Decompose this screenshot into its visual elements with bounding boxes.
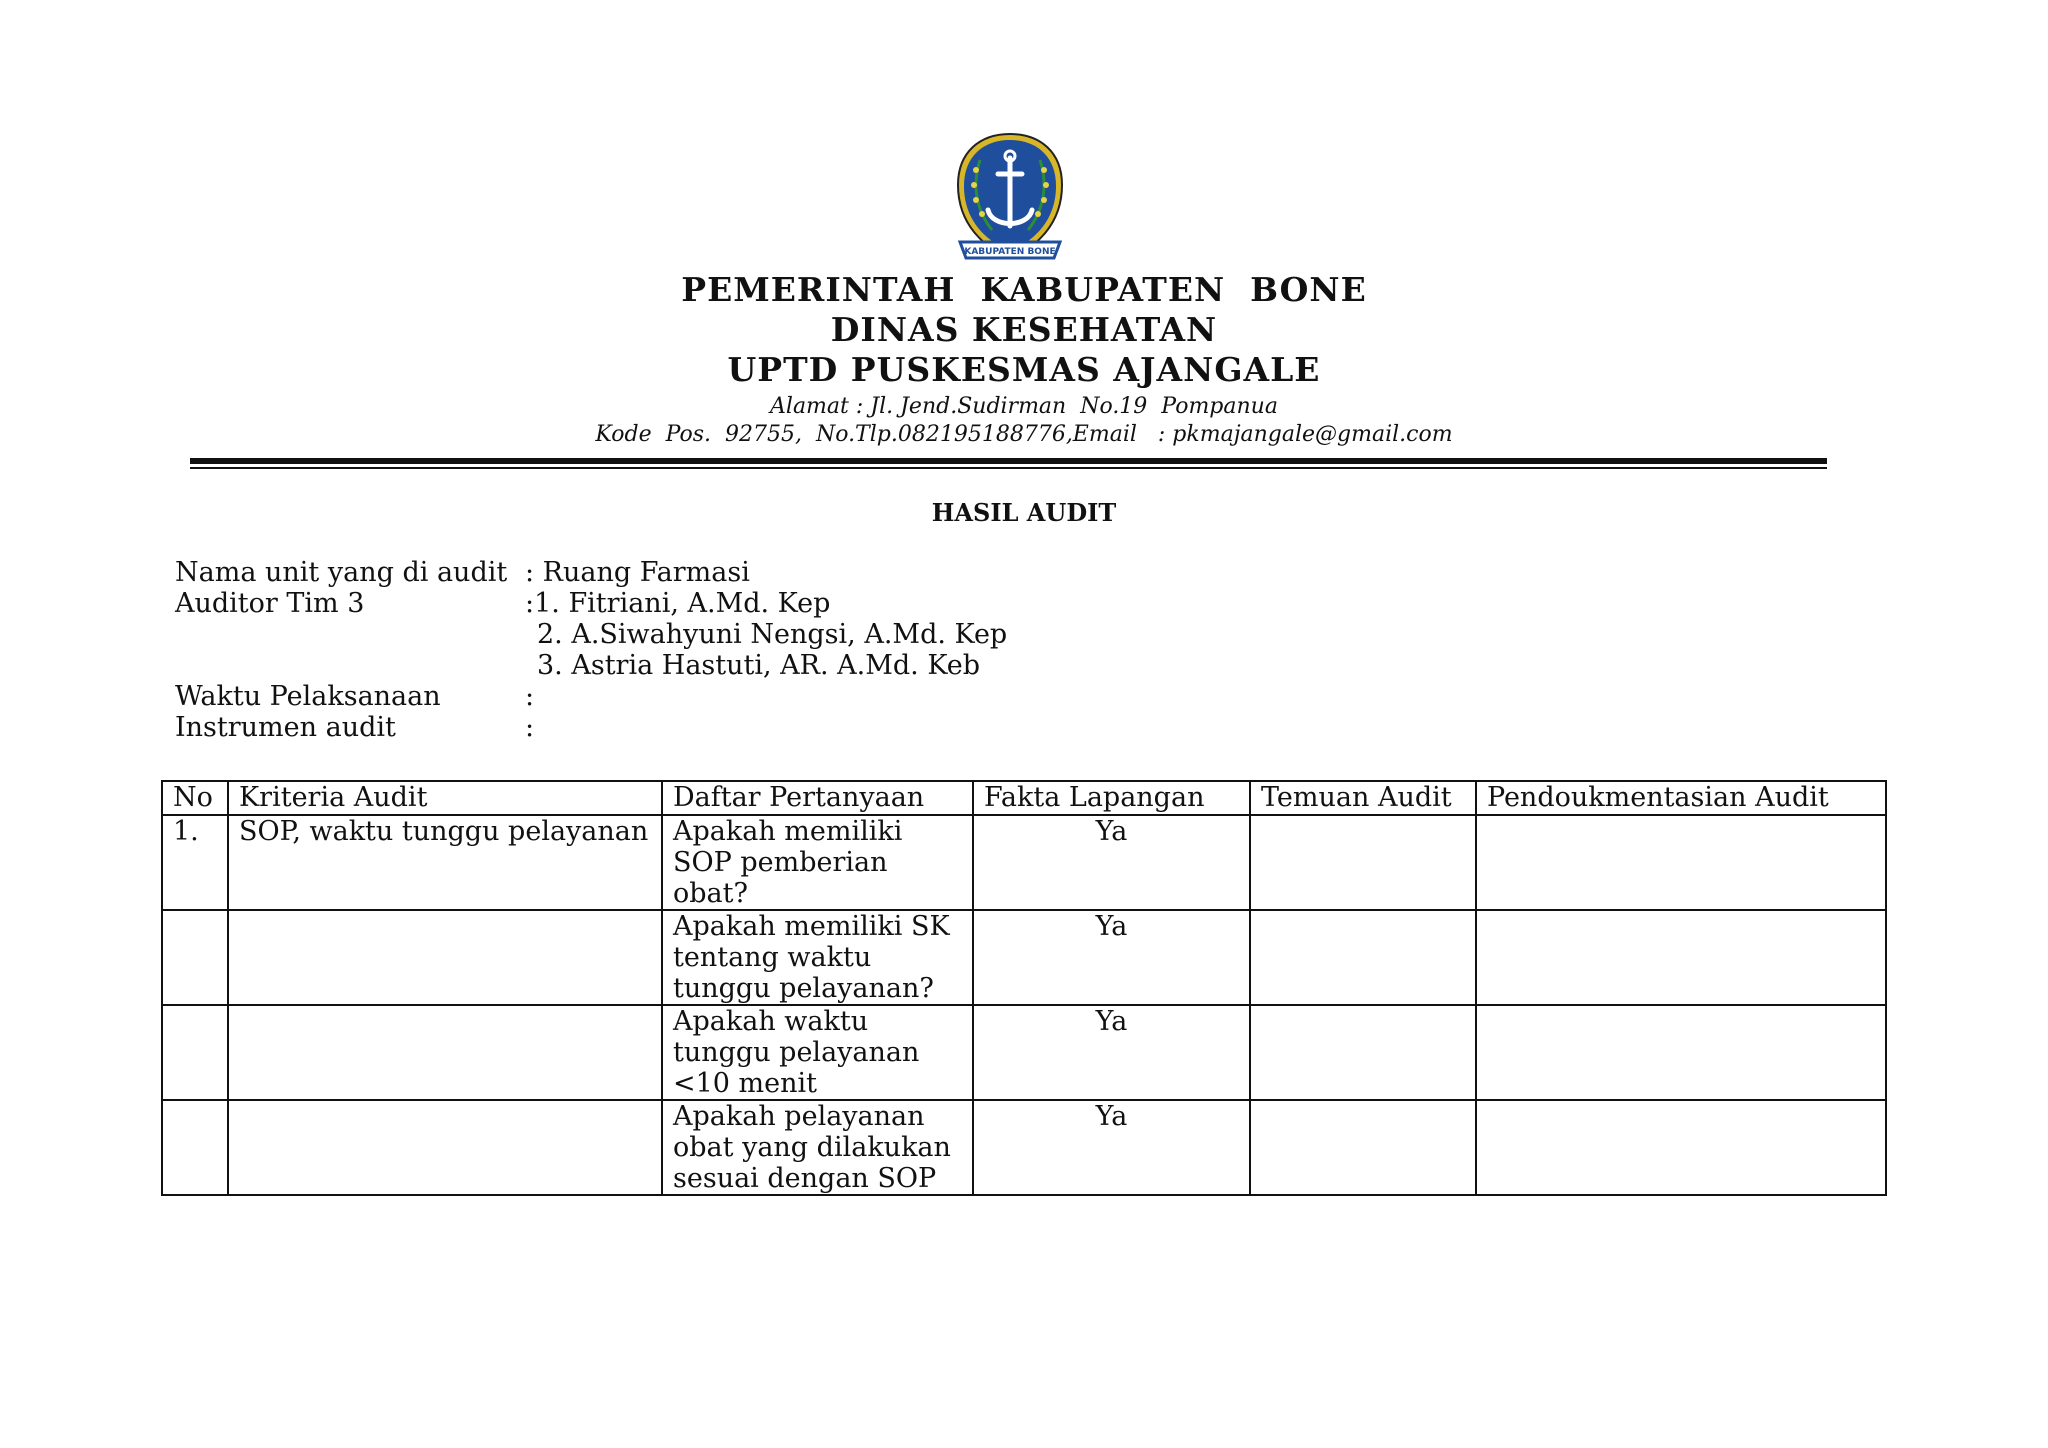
cell-dokumentasi <box>1476 1005 1886 1100</box>
cell-kriteria: SOP, waktu tunggu pelayanan <box>228 815 662 910</box>
auditor-value-1: :1. Fitriani, A.Md. Kep <box>525 588 831 619</box>
auditor-value-2: 2. A.Siwahyuni Nengsi, A.Md. Kep <box>537 619 1008 650</box>
cell-temuan <box>1250 910 1476 1005</box>
kabupaten-bone-logo <box>950 130 1070 272</box>
cell-temuan <box>1250 1005 1476 1100</box>
header-contact: Kode Pos. 92755, No.Tlp.082195188776,Email : pkmajangale@gmail.com <box>595 422 1453 447</box>
instrumen-value: : <box>525 712 535 743</box>
auditor-value-3: 3. Astria Hastuti, AR. A.Md. Keb <box>537 650 981 681</box>
unit-label: Nama unit yang di audit <box>175 557 508 588</box>
cell-no <box>162 910 228 1005</box>
cell-pertanyaan: Apakah memiliki SK tentang waktu tunggu pelayanan? <box>662 910 973 1005</box>
document-title: HASIL AUDIT <box>931 498 1117 527</box>
cell-fakta: Ya <box>973 1100 1250 1195</box>
auditor-label: Auditor Tim 3 <box>175 588 365 619</box>
cell-no <box>162 1100 228 1195</box>
cell-pertanyaan: Apakah pelayanan obat yang dilakukan sesuai dengan SOP <box>662 1100 973 1195</box>
header-fakta: Fakta Lapangan <box>973 781 1250 815</box>
header-kriteria: Kriteria Audit <box>228 781 662 815</box>
cell-fakta: Ya <box>973 910 1250 1005</box>
header-temuan: Temuan Audit <box>1250 781 1476 815</box>
cell-temuan <box>1250 815 1476 910</box>
info-row-waktu <box>175 681 1007 712</box>
header-department: DINAS KESEHATAN <box>830 310 1218 349</box>
cell-temuan <box>1250 1100 1476 1195</box>
unit-value: : Ruang Farmasi <box>525 557 750 588</box>
header-divider-thin <box>190 467 1827 469</box>
table-row <box>162 815 1886 910</box>
cell-pertanyaan: Apakah memiliki SOP pemberian obat? <box>662 815 973 910</box>
audit-info <box>175 557 1007 743</box>
audit-table <box>161 780 1887 1196</box>
cell-no <box>162 1005 228 1100</box>
table-row <box>162 1005 1886 1100</box>
cell-dokumentasi <box>1476 1100 1886 1195</box>
waktu-value: : <box>525 681 535 712</box>
waktu-label: Waktu Pelaksanaan <box>175 681 441 712</box>
header-institution: UPTD PUSKESMAS AJANGALE <box>727 350 1321 389</box>
header-pertanyaan: Daftar Pertanyaan <box>662 781 973 815</box>
instrumen-label: Instrumen audit <box>175 712 396 743</box>
cell-fakta: Ya <box>973 1005 1250 1100</box>
logo-text: KABUPATEN BONE <box>964 247 1056 257</box>
table-row <box>162 1100 1886 1195</box>
cell-kriteria <box>228 1100 662 1195</box>
cell-fakta: Ya <box>973 815 1250 910</box>
info-row-auditor <box>175 588 1007 619</box>
cell-no: 1. <box>162 815 228 910</box>
header-no: No <box>162 781 228 815</box>
header-dokumentasi: Pendoukmentasian Audit <box>1476 781 1886 815</box>
cell-kriteria <box>228 910 662 1005</box>
info-row-instrumen <box>175 712 1007 743</box>
cell-dokumentasi <box>1476 910 1886 1005</box>
header-divider-thick <box>190 458 1827 464</box>
header-address: Alamat : Jl. Jend.Sudirman No.19 Pompanua <box>770 394 1278 419</box>
cell-kriteria <box>228 1005 662 1100</box>
header-government: PEMERINTAH KABUPATEN BONE <box>681 270 1367 309</box>
table-header-row <box>162 781 1886 815</box>
cell-pertanyaan: Apakah waktu tunggu pelayanan <10 menit <box>662 1005 973 1100</box>
cell-dokumentasi <box>1476 815 1886 910</box>
info-row-unit <box>175 557 1007 588</box>
table-row <box>162 910 1886 1005</box>
